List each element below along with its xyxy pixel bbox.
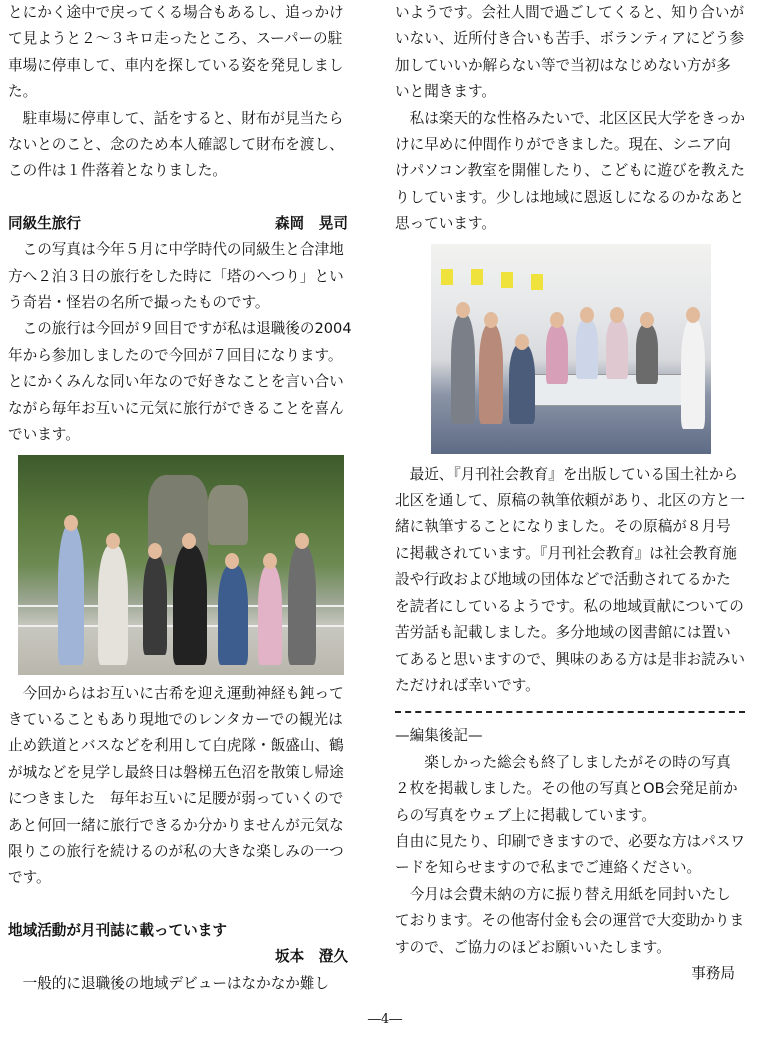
paragraph: 今月は会費未納の方に振り替え用紙を同封いたしております。その他寄付金も会の運営で大変助かりますので、ご協力のほどお願いいたします。 xyxy=(395,885,745,956)
left-column xyxy=(8,0,356,997)
section-heading xyxy=(8,211,356,237)
section-heading xyxy=(8,918,356,944)
group-travel-photo xyxy=(18,455,344,675)
paragraph: 楽しかった総会も終了しましたがその時の写真２枚を掲載しました。その他の写真とOB会発足前からの写真をウェブ上に掲載しています。 xyxy=(395,753,738,824)
classroom-group-photo xyxy=(431,244,711,454)
paragraph: 私は楽天的な性格みたいで、北区区民大学をきっかけに早めに仲間作りができました。現在、シニア向けパソコン教室を開催したり、こどもに遊びを教えたりしています。少しは地域に恩返しになるのかなあと思っています。 xyxy=(395,109,745,233)
paragraph: この旅行は今回が９回目ですが私は退職後の2004年から参加しましたので今回が７回目になります。 とにかくみんな同い年なので好きなことを言い合いながら毎年お互いに元気に旅行ができることを喜んでいます。 xyxy=(8,320,352,444)
paragraph: 一般的に退職後の地域デビューはなかなか難し xyxy=(22,974,330,992)
editor-heading: —編集後記— xyxy=(395,727,483,745)
page-number: ―4― xyxy=(367,1012,403,1027)
paragraph: 今回からはお互いに古希を迎え運動神経も鈍ってきていることもあり現地でのレンタカーでの観光は止め鉄道とバスなどを利用して白虎隊・飯盛山、鶴が城などを見学し最終日は磐梯五色沼を散策し帰途につきました 毎年お互いに足腰が弱っていくのであと何回一緒に旅行できるか分かりませんが元気な限りこの旅行を続けるのが私の大きな楽しみの一つです。 xyxy=(8,684,344,887)
right-column xyxy=(395,0,745,987)
section-author: 森岡 晃司 xyxy=(275,214,348,232)
section-title: 地域活動が月刊誌に載っています xyxy=(8,921,227,939)
paragraph: この写真は今年５月に中学時代の同級生と合津地方へ２泊３日の旅行をした時に「塔のへつり」という奇岩・怪岩の名所で撮ったものです。 xyxy=(8,241,344,312)
paragraph: 駐車場に停車して、話をすると、財布が見当たらないとのこと、念のため本人確認して財布を渡し、この件は１件落着となりました。 xyxy=(8,109,344,180)
paragraph: いようです。会社人間で過ごしてくると、知り合いがいない、近所付き合いも苦手、ボランティアにどう参加していいか解らない等で当初はなじめない方が多いと聞きます。 xyxy=(395,4,745,101)
paragraph: 自由に見たり、印刷できますので、必要な方はパスワードを知らせますので私までご連絡ください。 xyxy=(395,832,745,877)
section-author: 坂本 澄久 xyxy=(275,948,348,966)
section-title: 同級生旅行 xyxy=(8,214,81,232)
paragraph: とにかく途中で戻ってくる場合もあるし、追っかけて見ようと２～３キロ走ったところ、スーパーの駐車場に停車して、車内を探している姿を発見しました。 xyxy=(8,4,344,101)
divider xyxy=(395,711,745,713)
paragraph: 最近、『月刊社会教育』を出版している国土社から北区を通して、原稿の執筆依頼があり、北区の方と一緒に執筆することになりました。その原稿が８月号に掲載されています。『月刊社会教育』は社会教育施設や行政および地域の団体などで活動されてるかたを読者にしているようです。私の地域貢献についての苦労話も記載しました。多分地域の図書館には置いてあると思いますので、興味のある方は是非お読みいただければ幸いです。 xyxy=(395,465,745,694)
signature: 事務局 xyxy=(691,964,735,982)
